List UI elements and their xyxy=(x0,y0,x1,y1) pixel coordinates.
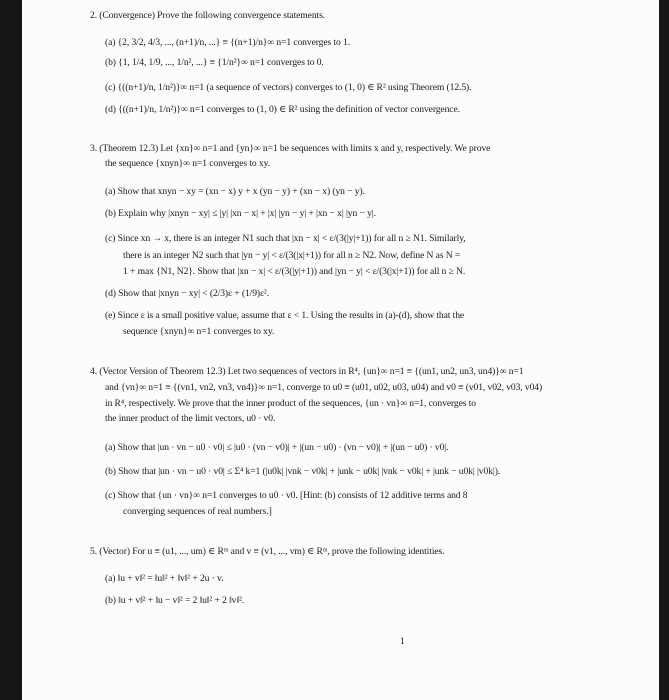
problem-4-heading-line-1: 4. (Vector Version of Theorem 12.3) Let two sequences of vectors in R⁴, {un}∞ n=1 ≡ {(un1, un2, un3, un4)}∞ n=1 xyxy=(90,366,524,377)
problem-2d: (d) {((n+1)/n, 1/n²)}∞ n=1 converges to (1, 0) ∈ R² using the definition of vector convergence. xyxy=(105,104,460,115)
document-page xyxy=(22,0,659,700)
page-number: 1 xyxy=(400,636,405,647)
problem-3e-line-1: (e) Since ε is a small positive value, assume that ε < 1. Using the results in (a)-(d), show that the xyxy=(105,310,465,321)
problem-3-heading-line-1: 3. (Theorem 12.3) Let {xn}∞ n=1 and {yn}∞ n=1 be sequences with limits x and y, respectively. We prove xyxy=(90,143,491,154)
problem-3d: (d) Show that |xnyn − xy| < (2/3)ε + (1/9)ε². xyxy=(105,288,270,299)
problem-3c-line-2: there is an integer N2 such that |yn − y| < ε/(3(|x|+1)) for all n ≥ N2. Now, define N as N = xyxy=(123,250,461,261)
right-dark-border xyxy=(659,0,669,700)
problem-4c-line-2: converging sequences of real numbers.] xyxy=(123,506,272,517)
problem-3-heading-line-2: the sequence {xnyn}∞ n=1 converges to xy. xyxy=(105,158,270,169)
problem-4a: (a) Show that |un · vn − u0 · v0| ≤ |u0 · (vn − v0)| + |(un − u0) · (vn − v0)| + |(un − u0) · v0|. xyxy=(105,442,449,453)
problem-4c-line-1: (c) Show that {un · vn}∞ n=1 converges to u0 · v0. [Hint: (b) consists of 12 additive terms and 8 xyxy=(105,490,468,501)
problem-2a: (a) {2, 3/2, 4/3, ..., (n+1)/n, ...} ≡ {(n+1)/n}∞ n=1 converges to 1. xyxy=(105,37,350,48)
problem-3a: (a) Show that xnyn − xy = (xn − x) y + x (yn − y) + (xn − x) (yn − y). xyxy=(105,186,365,197)
problem-5a: (a) ‖u + v‖² = ‖u‖² + ‖v‖² + 2u · v. xyxy=(105,573,224,584)
problem-4-heading-line-3: in R⁴, respectively. We prove that the inner product of the sequences, {un · vn}∞ n=1, converges to xyxy=(105,398,476,409)
left-dark-border xyxy=(0,0,22,700)
problem-3e-line-2: sequence {xnyn}∞ n=1 converges to xy. xyxy=(123,326,275,337)
problem-2-heading: 2. (Convergence) Prove the following convergence statements. xyxy=(90,10,326,21)
problem-2c: (c) {((n+1)/n, 1/n²)}∞ n=1 (a sequence of vectors) converges to (1, 0) ∈ R² using Theorem (12.5). xyxy=(105,82,472,93)
problem-2b: (b) {1, 1/4, 1/9, ..., 1/n², ...} ≡ {1/n²}∞ n=1 converges to 0. xyxy=(105,57,324,68)
problem-3c-line-1: (c) Since xn → x, there is an integer N1 such that |xn − x| < ε/(3(|y|+1)) for all n ≥ N1. Similarly, xyxy=(105,233,466,244)
problem-3b: (b) Explain why |xnyn − xy| ≤ |y| |xn − x| + |x| |yn − y| + |xn − x| |yn − y|. xyxy=(105,208,376,219)
problem-3c-line-3: 1 + max {N1, N2}. Show that |xn − x| < ε/(3(|y|+1)) and |yn − y| < ε/(3(|x|+1)) for all n ≥ N. xyxy=(123,266,466,277)
problem-4-heading-line-4: the inner product of the limit vectors, u0 · v0. xyxy=(105,413,276,424)
problem-4-heading-line-2: and {vn}∞ n=1 ≡ {(vn1, vn2, vn3, vn4)}∞ n=1, converge to u0 ≡ (u01, u02, u03, u04) and v0 ≡ (v01, v02, v03, v04) xyxy=(105,382,543,393)
problem-5-heading: 5. (Vector) For u ≡ (u1, ..., um) ∈ Rᵐ and v ≡ (v1, ..., vm) ∈ Rᵐ, prove the following identities. xyxy=(90,546,445,557)
problem-5b: (b) ‖u + v‖² + ‖u − v‖² = 2 ‖u‖² + 2 ‖v‖². xyxy=(105,595,245,606)
problem-4b: (b) Show that |un · vn − u0 · v0| ≤ Σ⁴ k=1 (|u0k| |vnk − v0k| + |unk − u0k| |vnk − v0k| + |unk − u0k| |v0k|). xyxy=(105,466,501,477)
